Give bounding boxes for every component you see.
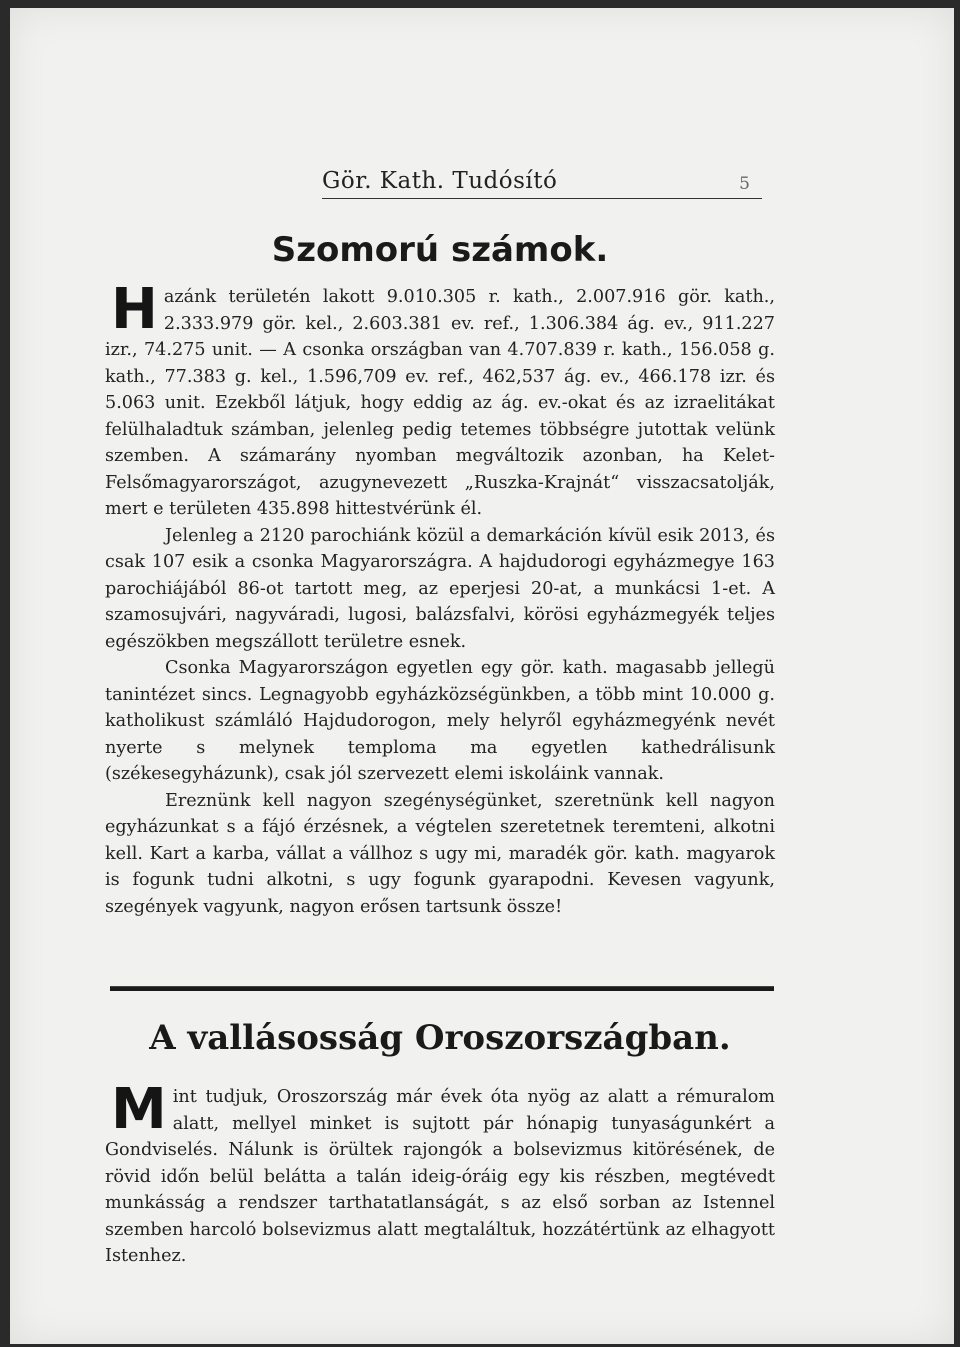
drop-cap: M xyxy=(111,1077,167,1142)
article-szomoru-szamok xyxy=(105,230,775,920)
page-number: 5 xyxy=(739,174,750,194)
article-title: A vallásosság Oroszországban. xyxy=(149,1018,731,1058)
article-paragraph: Csonka Magyarországon egyetlen egy gör. kath. magasabb jellegü tanintézet sincs. Legnagyobb egyházközségünkben, a több mint 10.000 g. katholikust számláló Hajdudorogon, mely helyről egyházmegyénk nevét nyerte s melynek temploma ma egyetlen kathedrálisunk (székesegyházunk), csak jól szervezett elemi iskoláink vannak. xyxy=(105,658,775,784)
running-header xyxy=(322,168,762,199)
article-title: Szomorú számok. xyxy=(271,230,609,270)
article-vallasossag xyxy=(105,1018,775,1270)
paragraph-text: azánk területén lakott 9.010.305 r. kath., 2.007.916 gör. kath., 2.333.979 gör. kel., 2.603.381 ev. ref., 1.306.384 ág. ev., 911.227 izr., 74.275 unit. — A csonka országban van 4.707.839 r. kath., 156.058 g. kath., 77.383 g. kel., 1.596,709 ev. ref., 462,537 ág. ev., 466.178 izr. és 5.063 unit. Ezekből látjuk, hogy eddig az ág. ev.-okat és az izraelitákat felülhaladtuk számban, jelenleg pedig tetemes többségre jutottak velünk szemben. A számarány nyomban megváltozik azonban, ha Kelet-Felsőmagyarországot, azugynevezett „Ruszka-Krajnát“ visszacsatolják, mert e területen 435.898 hittestvérünk él. xyxy=(105,287,775,519)
article-paragraph: Ereznünk kell nagyon szegénységünket, szeretnünk kell nagyon egyházunkat s a fájó érzésnek, a végtelen szeretetnek teremteni, alkotni kell. Kart a karba, vállat a vállhoz s ugy mi, maradék gör. kath. magyarok is fogunk tudni alkotni, s ugy fogunk gyarapodni. Kevesen vagyunk, szegények vagyunk, nagyon erősen tartsunk össze! xyxy=(105,790,775,917)
drop-cap: H xyxy=(111,277,158,342)
article-paragraph xyxy=(105,277,775,523)
running-title: Gör. Kath. Tudósító xyxy=(322,168,558,194)
article-paragraph xyxy=(105,1077,775,1270)
section-divider xyxy=(110,986,774,991)
paragraph-text: int tudjuk, Oroszország már évek óta nyög az alatt a rémuralom alatt, mellyel minket is sujtott pár hónapig tunyaságunkért a Gondviselés. Nálunk is örültek rajongók a bolsevizmus kitörésének, de rövid időn belül belátta a talán ideig-óráig egy kis részben, megtévedt munkásság a rendszer tarthatatlanságát, s az első sorban az Istennel szemben harcoló bolsevizmus alatt megtaláltuk, hozzátértünk az elhagyott Istenhez. xyxy=(105,1087,775,1266)
article-paragraph: Jelenleg a 2120 parochiánk közül a demarkáción kívül esik 2013, és csak 107 esik a csonka Magyarországra. A hajdudorogi egyházmegye 163 parochiájából 86-ot tartott meg, az eperjesi 20-at, a munkácsi 1-et. A szamosujvári, nagyváradi, lugosi, balázsfalvi, körösi egyházmegyék teljes egészökben megszállott területre esnek. xyxy=(105,525,775,652)
document-page xyxy=(10,8,954,1344)
